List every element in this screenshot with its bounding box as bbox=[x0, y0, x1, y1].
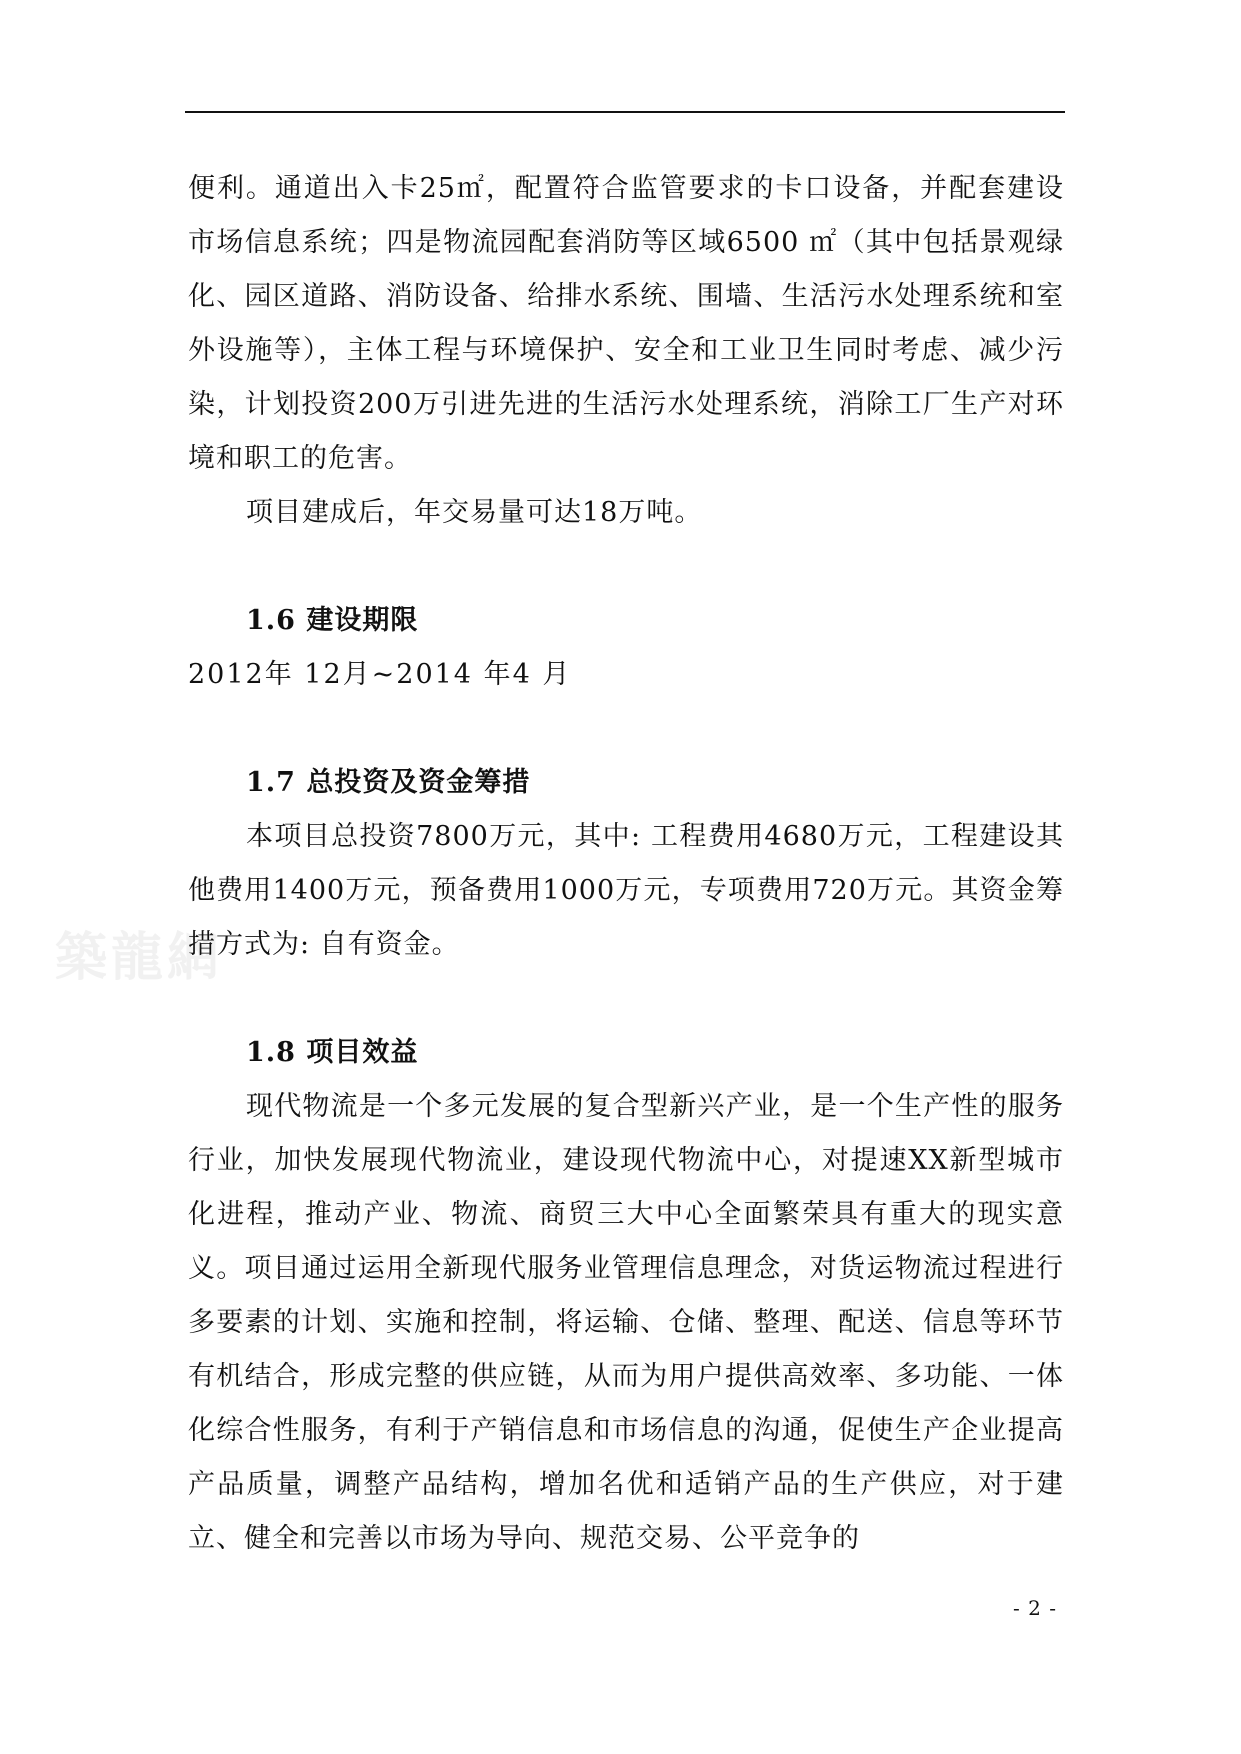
body-paragraph-annual-volume: 项目建成后，年交易量可达18万吨。 bbox=[246, 497, 703, 528]
section-heading-1-6: 1.6 建设期限 bbox=[246, 605, 419, 636]
section-heading-1-7: 1.7 总投资及资金筹措 bbox=[246, 767, 531, 798]
section-heading-1-8: 1.8 项目效益 bbox=[246, 1037, 419, 1068]
section-spacer bbox=[188, 540, 1064, 594]
document-body bbox=[188, 162, 1064, 1566]
benefits-paragraph: 现代物流是一个多元发展的复合型新兴产业，是一个生产性的服务行业，加快发展现代物流业，建设现代物流中心，对提速XX新型城市化进程，推动产业、物流、商贸三大中心全面繁荣具有重大的现实意义。项目通过运用全新现代服务业管理信息理念，对货运物流过程进行多要素的计划、实施和控制，将运输、仓储、整理、配送、信息等环节有机结合，形成完整的供应链，从而为用户提供高效率、多功能、一体化综合性服务，有利于产销信息和市场信息的沟通，促使生产企业提高产品质量，调整产品结构，增加名优和适销产品的生产供应，对于建立、健全和完善以市场为导向、规范交易、公平竞争的 bbox=[188, 1091, 1064, 1554]
section-spacer bbox=[188, 972, 1064, 1026]
construction-period-text: 2012年 12月~2014 年4 月 bbox=[188, 659, 572, 690]
section-spacer bbox=[188, 702, 1064, 756]
body-paragraph-continued: 便利。通道出入卡25㎡，配置符合监管要求的卡口设备，并配套建设市场信息系统；四是物流园配套消防等区域6500 ㎡（其中包括景观绿化、园区道路、消防设备、给排水系统、围墙、生活污水处理系统和室外设施等），主体工程与环境保护、安全和工业卫生同时考虑、减少污染，计划投资200万引进先进的生活污水处理系统，消除工厂生产对环境和职工的危害。 bbox=[188, 173, 1064, 474]
watermark-logo: 築龍網 bbox=[55, 927, 224, 988]
page-number: - 2 - bbox=[1013, 1596, 1057, 1620]
header-rule bbox=[185, 111, 1065, 113]
investment-paragraph: 本项目总投资7800万元，其中: 工程费用4680万元，工程建设其他费用1400万元，预备费用1000万元，专项费用720万元。其资金筹措方式为: 自有资金。 bbox=[188, 821, 1064, 960]
